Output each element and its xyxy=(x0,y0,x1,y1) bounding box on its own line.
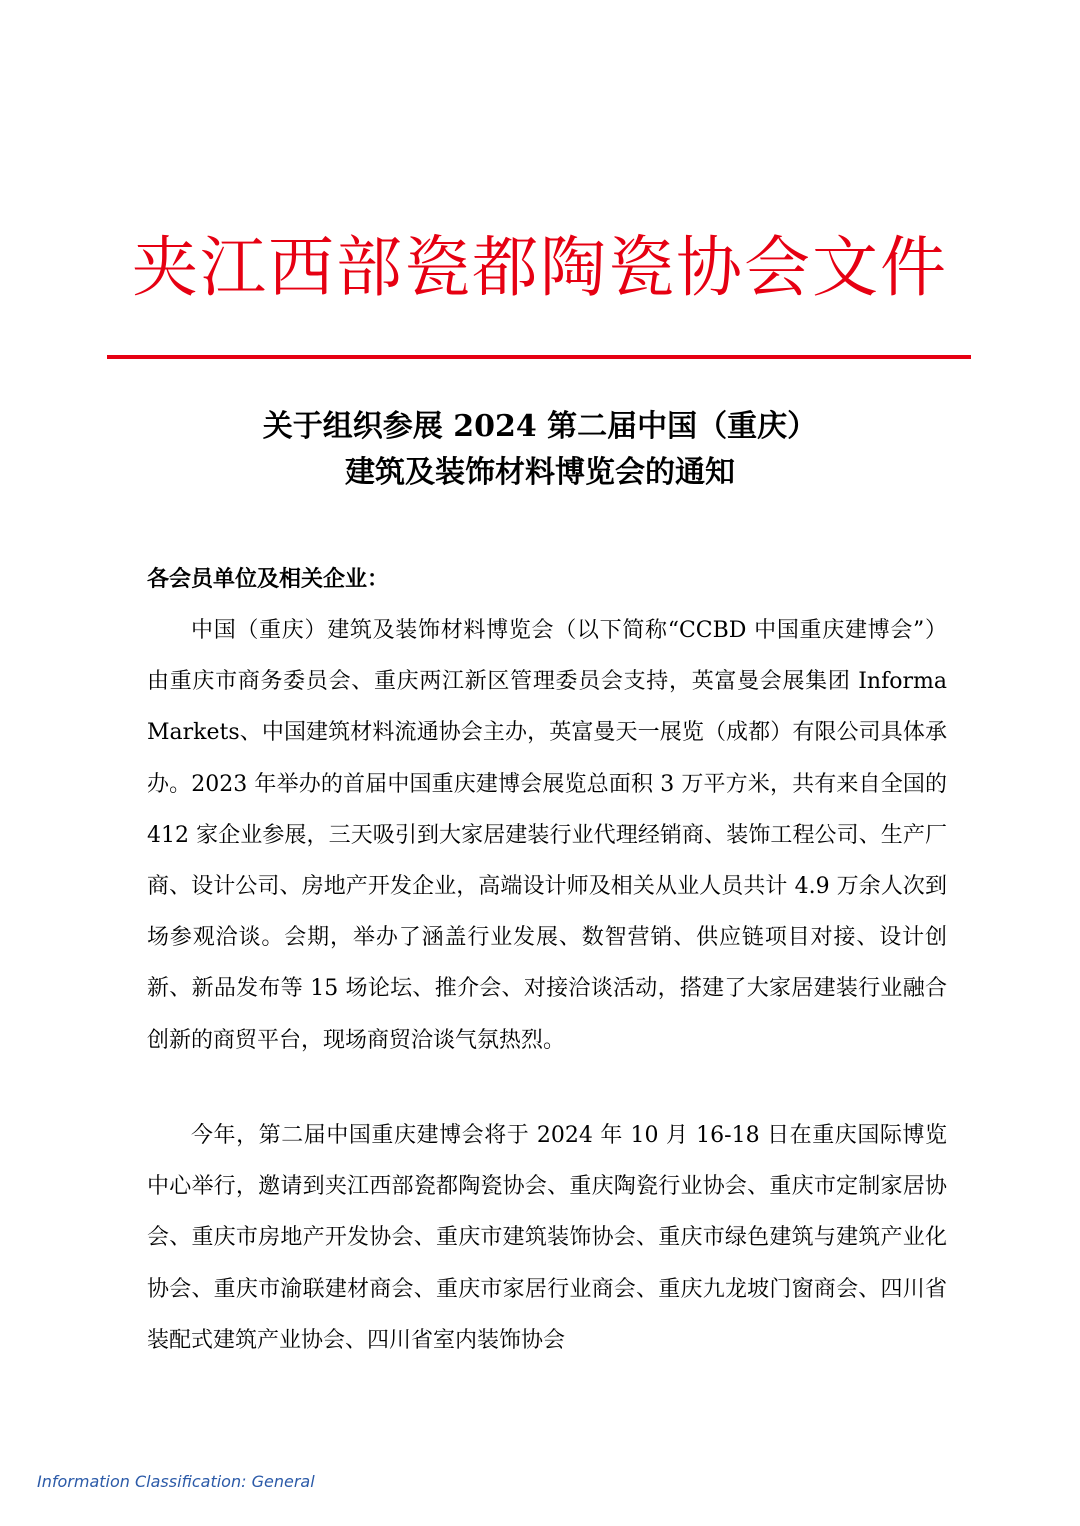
document-title-line-2: 建筑及装饰材料博览会的通知 xyxy=(345,455,735,490)
body-paragraph-1: 中国（重庆）建筑及装饰材料博览会（以下简称“CCBD 中国重庆建博会”）由重庆市商务委员会、重庆两江新区管理委员会支持，英富曼会展集团 Informa Markets、中国建筑材料流通协会主办，英富曼天一展览（成都）有限公司具体承办。2023 年举办的首届中国重庆建博会展览总面积 3 万平方米，共有来自全国的 412 家企业参展，三天吸引到大家居建装行业代理经销商、装饰工程公司、生产厂商、设计公司、房地产开发企业，高端设计师及相关从业人员共计 4.9 万余人次到场参观洽谈。会期，举办了涵盖行业发展、数智营销、供应链项目对接、设计创新、新品发布等 15 场论坛、推介会、对接洽谈活动，搭建了大家居建装行业融合创新的商贸平台，现场商贸洽谈气氛热烈。 xyxy=(147,618,947,1053)
org-header-title: 夹江西部瓷都陶瓷协会文件 xyxy=(132,229,948,306)
salutation: 各会员单位及相关企业： xyxy=(147,566,390,592)
classification-label: Information Classification: General xyxy=(37,1472,315,1491)
red-divider-line xyxy=(107,355,971,359)
document-title-line-1: 关于组织参展 2024 第二届中国（重庆） xyxy=(262,409,818,444)
body-paragraph-2: 今年，第二届中国重庆建博会将于 2024 年 10 月 16-18 日在重庆国际博览中心举行，邀请到夹江西部瓷都陶瓷协会、重庆陶瓷行业协会、重庆市定制家居协会、重庆市房地产开发协会、重庆市建筑装饰协会、重庆市绿色建筑与建筑产业化协会、重庆市渝联建材商会、重庆市家居行业商会、重庆九龙坡门窗商会、四川省装配式建筑产业协会、四川省室内装饰协会 xyxy=(147,1123,947,1353)
